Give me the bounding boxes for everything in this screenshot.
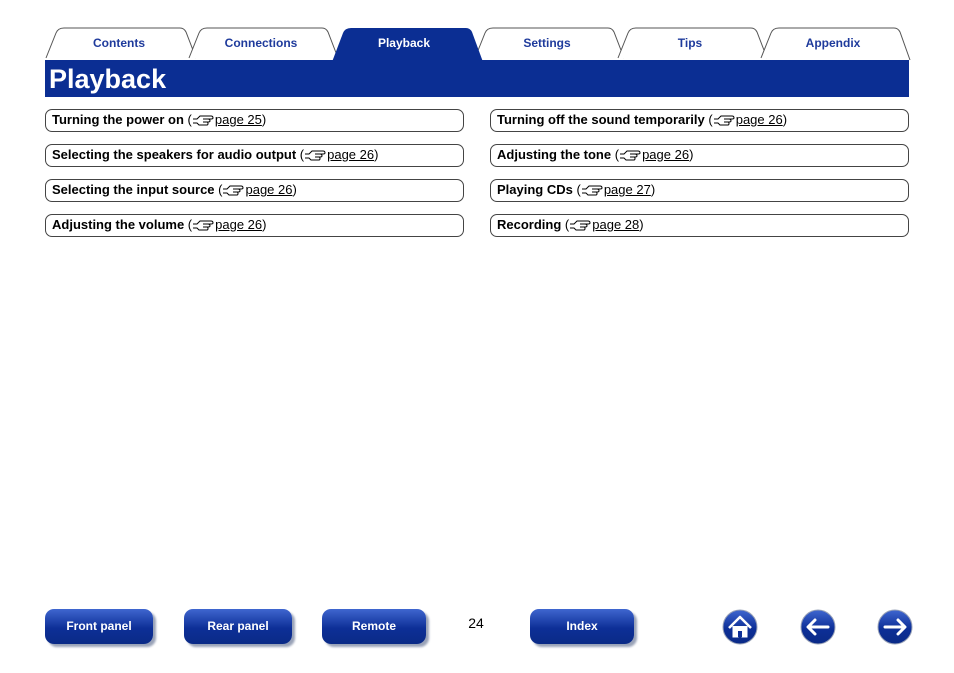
tab-connections[interactable]: Connections [224, 36, 298, 50]
front-panel-button[interactable]: Front panel [45, 609, 153, 644]
pointing-hand-icon [304, 148, 326, 161]
page-title: Playback [49, 64, 167, 94]
link-title: Adjusting the tone [497, 147, 612, 162]
tab-bar [0, 0, 954, 62]
tab-playback[interactable]: Playback [377, 36, 431, 50]
page-link[interactable]: page 26 [245, 182, 293, 197]
link-selecting-input-source[interactable]: Selecting the input source ( page 26) [45, 179, 464, 202]
page-link[interactable]: page 28 [592, 217, 640, 232]
link-turning-off-sound[interactable]: Turning off the sound temporarily ( page 26) [490, 109, 909, 132]
page-title-bar [45, 60, 909, 97]
link-title: Playing CDs [497, 182, 573, 197]
page-link[interactable]: page 26 [327, 147, 375, 162]
link-title: Turning off the sound temporarily [497, 112, 705, 127]
link-title: Selecting the speakers for audio output [52, 147, 297, 162]
link-title: Turning the power on [52, 112, 184, 127]
pointing-hand-icon [192, 218, 214, 231]
link-playing-cds[interactable]: Playing CDs ( page 27) [490, 179, 909, 202]
page-link[interactable]: page 26 [735, 112, 783, 127]
link-title: Selecting the input source [52, 182, 215, 197]
link-title: Recording [497, 217, 562, 232]
pointing-hand-icon [192, 113, 214, 126]
tab-shapes [0, 0, 954, 62]
link-turning-power-on[interactable]: Turning the power on ( page 25) [45, 109, 464, 132]
rear-panel-button[interactable]: Rear panel [184, 609, 292, 644]
link-selecting-speakers[interactable]: Selecting the speakers for audio output ( page 26) [45, 144, 464, 167]
page-link[interactable]: page 26 [215, 217, 263, 232]
remote-button[interactable]: Remote [322, 609, 426, 644]
arrow-right-icon[interactable] [877, 609, 913, 645]
page-link[interactable]: page 26 [642, 147, 690, 162]
arrow-left-icon[interactable] [800, 609, 836, 645]
tab-contents[interactable]: Contents [93, 36, 145, 50]
tab-appendix[interactable]: Appendix [805, 36, 861, 50]
pointing-hand-icon [713, 113, 735, 126]
pointing-hand-icon [569, 218, 591, 231]
index-button[interactable]: Index [530, 609, 634, 644]
page-link[interactable]: page 25 [214, 112, 262, 127]
tab-tips[interactable]: Tips [677, 36, 703, 50]
pointing-hand-icon [619, 148, 641, 161]
link-adjusting-volume[interactable]: Adjusting the volume ( page 26) [45, 214, 464, 237]
home-icon[interactable] [722, 609, 758, 645]
tab-settings[interactable]: Settings [523, 36, 571, 50]
page-number: 24 [468, 615, 484, 631]
link-adjusting-tone[interactable]: Adjusting the tone ( page 26) [490, 144, 909, 167]
pointing-hand-icon [222, 183, 244, 196]
link-title: Adjusting the volume [52, 217, 185, 232]
link-recording[interactable]: Recording ( page 28) [490, 214, 909, 237]
pointing-hand-icon [581, 183, 603, 196]
page-link[interactable]: page 27 [603, 182, 651, 197]
